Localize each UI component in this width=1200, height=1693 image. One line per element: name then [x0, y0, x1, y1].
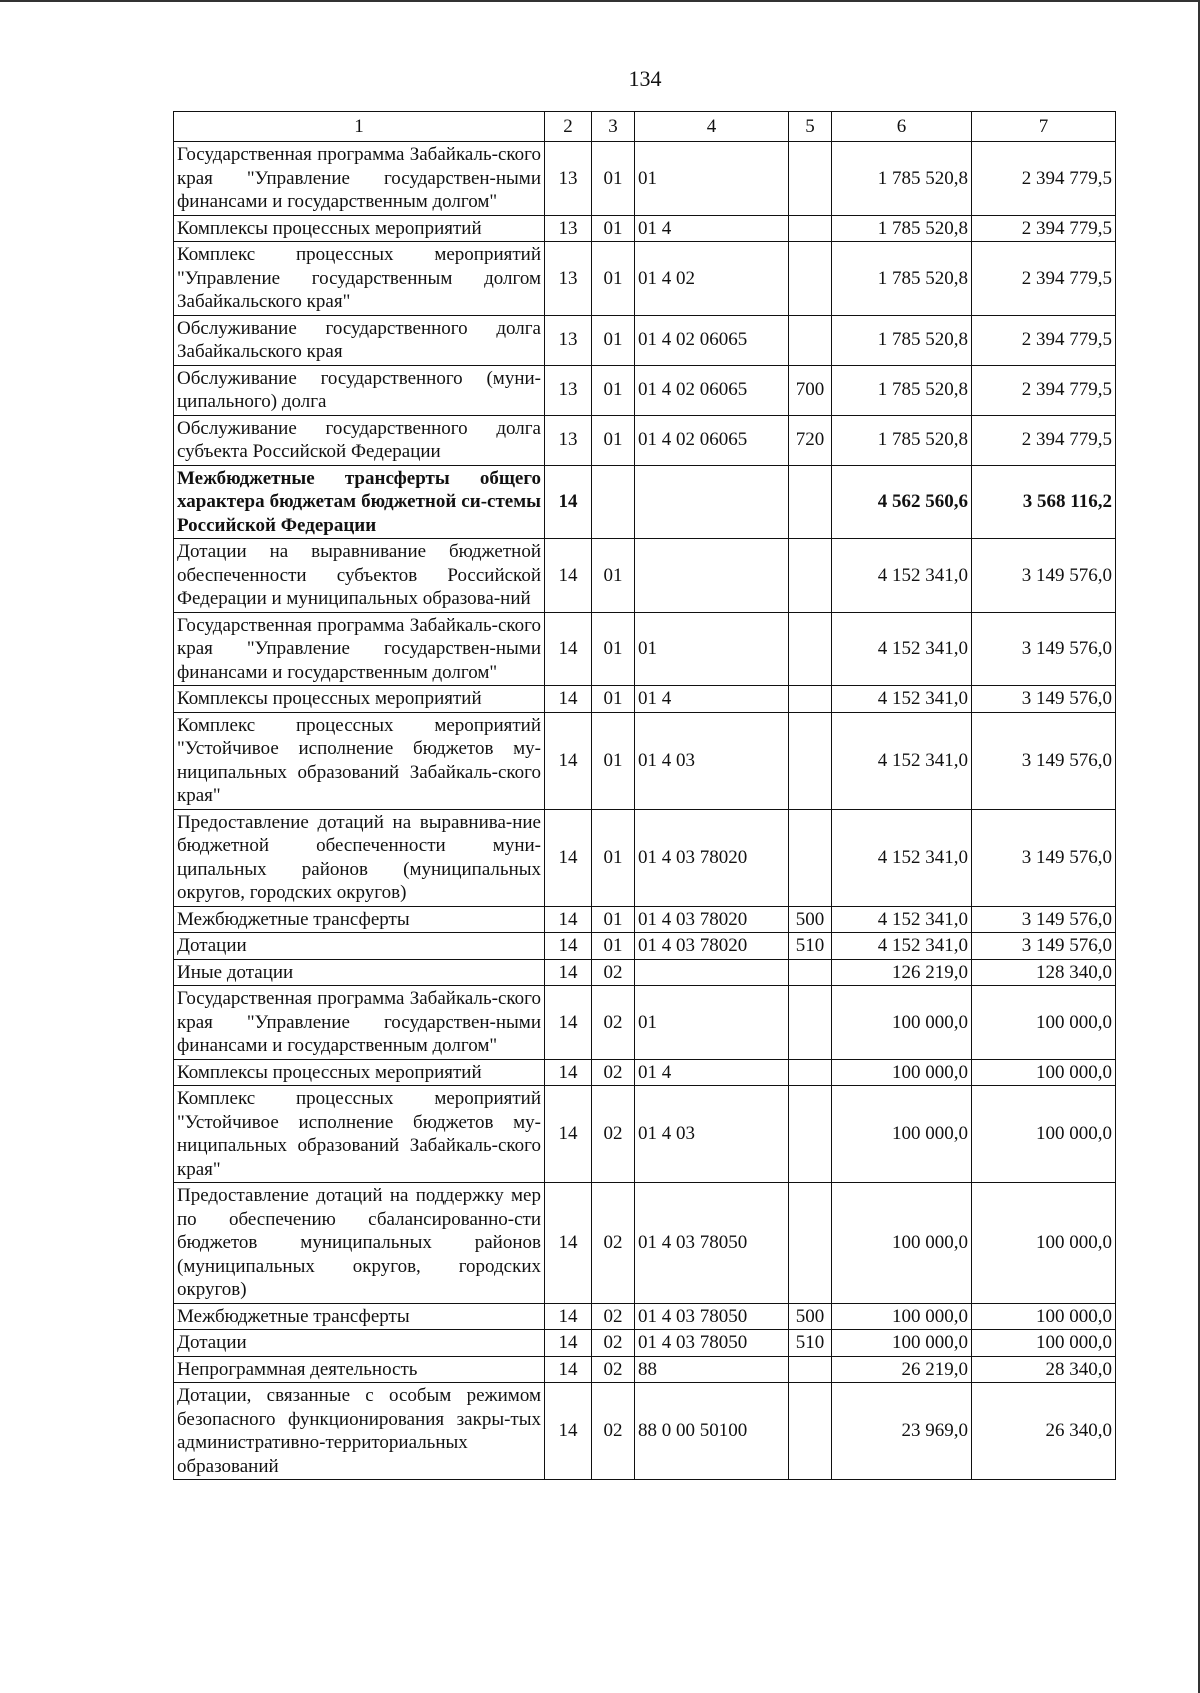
row-name-cell: Обслуживание государственного долга субъекта Российской Федерации — [174, 415, 545, 465]
table-row — [174, 1303, 1116, 1330]
section-cell: 13 — [545, 365, 592, 415]
target-article-cell: 01 4 02 06065 — [635, 415, 789, 465]
row-name-cell: Обслуживание государственного (муни-ципального) долга — [174, 365, 545, 415]
target-article-cell: 01 4 03 78050 — [635, 1183, 789, 1304]
amount-year1-cell: 4 152 341,0 — [832, 712, 972, 809]
amount-year2-cell: 3 149 576,0 — [972, 933, 1116, 960]
section-cell: 14 — [545, 1086, 592, 1183]
section-cell: 13 — [545, 242, 592, 316]
section-cell: 14 — [545, 906, 592, 933]
amount-year2-cell: 100 000,0 — [972, 1303, 1116, 1330]
target-article-cell: 01 4 03 — [635, 1086, 789, 1183]
target-article-cell: 88 — [635, 1356, 789, 1383]
target-article-cell: 01 — [635, 612, 789, 686]
expense-type-cell — [789, 1086, 832, 1183]
row-name-cell: Комплекс процессных мероприятий "Управление государственным долгом Забайкальского края" — [174, 242, 545, 316]
scan-edge-top — [0, 0, 1200, 2]
row-name-cell: Иные дотации — [174, 959, 545, 986]
section-cell: 14 — [545, 686, 592, 713]
amount-year2-cell: 2 394 779,5 — [972, 215, 1116, 242]
amount-year1-cell: 1 785 520,8 — [832, 142, 972, 216]
expense-type-cell — [789, 1183, 832, 1304]
target-article-cell: 88 0 00 50100 — [635, 1383, 789, 1480]
header-cell: 2 — [545, 112, 592, 142]
table-row — [174, 612, 1116, 686]
section-cell: 14 — [545, 1356, 592, 1383]
row-name-cell: Межбюджетные трансферты общего характера бюджетам бюджетной си-стемы Российской Федерации — [174, 465, 545, 539]
row-name-cell: Государственная программа Забайкаль-ского края "Управление государствен-ными финансами и государственным долгом" — [174, 142, 545, 216]
section-cell: 14 — [545, 1383, 592, 1480]
table-row — [174, 1330, 1116, 1357]
target-article-cell: 01 4 03 — [635, 712, 789, 809]
table-row — [174, 315, 1116, 365]
amount-year1-cell: 100 000,0 — [832, 986, 972, 1060]
target-article-cell: 01 4 — [635, 686, 789, 713]
subsection-cell: 01 — [592, 415, 635, 465]
amount-year1-cell: 4 152 341,0 — [832, 539, 972, 613]
subsection-cell: 02 — [592, 959, 635, 986]
subsection-cell: 01 — [592, 315, 635, 365]
amount-year2-cell: 100 000,0 — [972, 1183, 1116, 1304]
amount-year1-cell: 4 152 341,0 — [832, 612, 972, 686]
target-article-cell: 01 — [635, 142, 789, 216]
row-name-cell: Предоставление дотаций на поддержку мер по обеспечению сбалансированно-сти бюджетов муниципальных районов (муниципальных округов, городских округов) — [174, 1183, 545, 1304]
row-name-cell: Дотации на выравнивание бюджетной обеспеченности субъектов Российской Федерации и муниципальных образова-ний — [174, 539, 545, 613]
expense-type-cell — [789, 142, 832, 216]
expense-type-cell — [789, 215, 832, 242]
amount-year2-cell: 100 000,0 — [972, 1086, 1116, 1183]
amount-year2-cell: 3 149 576,0 — [972, 809, 1116, 906]
amount-year2-cell: 28 340,0 — [972, 1356, 1116, 1383]
row-name-cell: Комплекс процессных мероприятий "Устойчивое исполнение бюджетов му-ниципальных образований Забайкаль-ского края" — [174, 1086, 545, 1183]
expense-type-cell — [789, 959, 832, 986]
row-name-cell: Непрограммная деятельность — [174, 1356, 545, 1383]
table-row — [174, 142, 1116, 216]
amount-year1-cell: 4 152 341,0 — [832, 906, 972, 933]
row-name-cell: Дотации, связанные с особым режимом безопасного функционирования закры-тых административно-территориальных образований — [174, 1383, 545, 1480]
section-cell: 13 — [545, 315, 592, 365]
subsection-cell: 02 — [592, 1059, 635, 1086]
table-row — [174, 906, 1116, 933]
table-row — [174, 1183, 1116, 1304]
expense-type-cell — [789, 986, 832, 1060]
amount-year2-cell: 2 394 779,5 — [972, 365, 1116, 415]
section-cell: 14 — [545, 1303, 592, 1330]
target-article-cell: 01 4 03 78020 — [635, 906, 789, 933]
table-row — [174, 712, 1116, 809]
amount-year2-cell: 128 340,0 — [972, 959, 1116, 986]
amount-year1-cell: 100 000,0 — [832, 1330, 972, 1357]
subsection-cell: 01 — [592, 686, 635, 713]
expense-type-cell: 500 — [789, 906, 832, 933]
expense-type-cell: 700 — [789, 365, 832, 415]
amount-year1-cell: 1 785 520,8 — [832, 365, 972, 415]
amount-year2-cell: 2 394 779,5 — [972, 315, 1116, 365]
amount-year1-cell: 4 152 341,0 — [832, 809, 972, 906]
expense-type-cell — [789, 315, 832, 365]
header-cell: 1 — [174, 112, 545, 142]
row-name-cell: Межбюджетные трансферты — [174, 1303, 545, 1330]
table-row — [174, 809, 1116, 906]
table-row — [174, 215, 1116, 242]
expense-type-cell: 500 — [789, 1303, 832, 1330]
subsection-cell: 02 — [592, 1303, 635, 1330]
section-cell: 13 — [545, 215, 592, 242]
target-article-cell: 01 4 02 — [635, 242, 789, 316]
expense-type-cell — [789, 539, 832, 613]
row-name-cell: Комплексы процессных мероприятий — [174, 686, 545, 713]
expense-type-cell — [789, 612, 832, 686]
row-name-cell: Государственная программа Забайкаль-ского края "Управление государствен-ными финансами и государственным долгом" — [174, 612, 545, 686]
section-cell: 14 — [545, 612, 592, 686]
table-row — [174, 1383, 1116, 1480]
subsection-cell: 01 — [592, 215, 635, 242]
subsection-cell: 01 — [592, 809, 635, 906]
section-cell: 14 — [545, 1183, 592, 1304]
header-cell: 3 — [592, 112, 635, 142]
amount-year2-cell: 100 000,0 — [972, 986, 1116, 1060]
target-article-cell: 01 4 03 78050 — [635, 1330, 789, 1357]
target-article-cell: 01 4 03 78020 — [635, 933, 789, 960]
table-row — [174, 1086, 1116, 1183]
amount-year2-cell: 2 394 779,5 — [972, 142, 1116, 216]
table-row — [174, 242, 1116, 316]
amount-year2-cell: 2 394 779,5 — [972, 242, 1116, 316]
amount-year2-cell: 100 000,0 — [972, 1059, 1116, 1086]
subsection-cell: 02 — [592, 1383, 635, 1480]
row-name-cell: Комплекс процессных мероприятий "Устойчивое исполнение бюджетов му-ниципальных образований Забайкаль-ского края" — [174, 712, 545, 809]
amount-year1-cell: 1 785 520,8 — [832, 242, 972, 316]
section-cell: 14 — [545, 1330, 592, 1357]
table-row — [174, 415, 1116, 465]
table-row — [174, 1059, 1116, 1086]
subsection-cell — [592, 465, 635, 539]
row-name-cell: Комплексы процессных мероприятий — [174, 1059, 545, 1086]
target-article-cell: 01 — [635, 986, 789, 1060]
expense-type-cell — [789, 1356, 832, 1383]
target-article-cell: 01 4 — [635, 215, 789, 242]
subsection-cell: 01 — [592, 933, 635, 960]
section-cell: 13 — [545, 142, 592, 216]
budget-table — [173, 111, 1116, 1480]
target-article-cell: 01 4 03 78050 — [635, 1303, 789, 1330]
table-row — [174, 539, 1116, 613]
row-name-cell: Комплексы процессных мероприятий — [174, 215, 545, 242]
amount-year1-cell: 1 785 520,8 — [832, 415, 972, 465]
amount-year1-cell: 100 000,0 — [832, 1086, 972, 1183]
subsection-cell: 01 — [592, 142, 635, 216]
table-row — [174, 365, 1116, 415]
section-cell: 13 — [545, 415, 592, 465]
section-cell: 14 — [545, 1059, 592, 1086]
row-name-cell: Дотации — [174, 933, 545, 960]
table-row — [174, 686, 1116, 713]
table-row — [174, 1356, 1116, 1383]
table-row — [174, 933, 1116, 960]
subsection-cell: 02 — [592, 1330, 635, 1357]
amount-year1-cell: 4 562 560,6 — [832, 465, 972, 539]
section-cell: 14 — [545, 986, 592, 1060]
section-cell: 14 — [545, 933, 592, 960]
table-row — [174, 959, 1116, 986]
amount-year1-cell: 1 785 520,8 — [832, 215, 972, 242]
subsection-cell: 02 — [592, 1086, 635, 1183]
amount-year2-cell: 3 149 576,0 — [972, 612, 1116, 686]
amount-year2-cell: 100 000,0 — [972, 1330, 1116, 1357]
header-row — [174, 112, 1116, 142]
amount-year1-cell: 100 000,0 — [832, 1303, 972, 1330]
amount-year1-cell: 100 000,0 — [832, 1059, 972, 1086]
subsection-cell: 01 — [592, 612, 635, 686]
header-cell: 6 — [832, 112, 972, 142]
table-row — [174, 986, 1116, 1060]
target-article-cell — [635, 959, 789, 986]
amount-year1-cell: 4 152 341,0 — [832, 933, 972, 960]
subsection-cell: 02 — [592, 1356, 635, 1383]
amount-year2-cell: 26 340,0 — [972, 1383, 1116, 1480]
section-cell: 14 — [545, 465, 592, 539]
expense-type-cell — [789, 465, 832, 539]
amount-year1-cell: 4 152 341,0 — [832, 686, 972, 713]
section-cell: 14 — [545, 712, 592, 809]
amount-year2-cell: 3 568 116,2 — [972, 465, 1116, 539]
row-name-cell: Межбюджетные трансферты — [174, 906, 545, 933]
section-cell: 14 — [545, 809, 592, 906]
target-article-cell: 01 4 — [635, 1059, 789, 1086]
expense-type-cell: 510 — [789, 1330, 832, 1357]
row-name-cell: Государственная программа Забайкаль-ского края "Управление государствен-ными финансами и государственным долгом" — [174, 986, 545, 1060]
header-cell: 7 — [972, 112, 1116, 142]
subsection-cell: 01 — [592, 242, 635, 316]
section-cell: 14 — [545, 539, 592, 613]
amount-year2-cell: 3 149 576,0 — [972, 906, 1116, 933]
row-name-cell: Дотации — [174, 1330, 545, 1357]
row-name-cell: Предоставление дотаций на выравнива-ние бюджетной обеспеченности муни-ципальных районов (муниципальных округов, городских округов) — [174, 809, 545, 906]
amount-year1-cell: 100 000,0 — [832, 1183, 972, 1304]
expense-type-cell — [789, 1383, 832, 1480]
expense-type-cell — [789, 1059, 832, 1086]
subsection-cell: 01 — [592, 712, 635, 809]
expense-type-cell — [789, 686, 832, 713]
subsection-cell: 01 — [592, 365, 635, 415]
target-article-cell: 01 4 02 06065 — [635, 365, 789, 415]
target-article-cell — [635, 539, 789, 613]
expense-type-cell — [789, 242, 832, 316]
row-name-cell: Обслуживание государственного долга Забайкальского края — [174, 315, 545, 365]
target-article-cell: 01 4 02 06065 — [635, 315, 789, 365]
amount-year1-cell: 23 969,0 — [832, 1383, 972, 1480]
table-body — [174, 142, 1116, 1480]
expense-type-cell: 510 — [789, 933, 832, 960]
amount-year2-cell: 2 394 779,5 — [972, 415, 1116, 465]
expense-type-cell: 720 — [789, 415, 832, 465]
subsection-cell: 01 — [592, 906, 635, 933]
target-article-cell — [635, 465, 789, 539]
expense-type-cell — [789, 809, 832, 906]
amount-year1-cell: 26 219,0 — [832, 1356, 972, 1383]
amount-year1-cell: 126 219,0 — [832, 959, 972, 986]
section-cell: 14 — [545, 959, 592, 986]
amount-year2-cell: 3 149 576,0 — [972, 712, 1116, 809]
amount-year2-cell: 3 149 576,0 — [972, 686, 1116, 713]
amount-year1-cell: 1 785 520,8 — [832, 315, 972, 365]
subsection-cell: 02 — [592, 1183, 635, 1304]
subsection-cell: 02 — [592, 986, 635, 1060]
header-cell: 5 — [789, 112, 832, 142]
header-cell: 4 — [635, 112, 789, 142]
target-article-cell: 01 4 03 78020 — [635, 809, 789, 906]
amount-year2-cell: 3 149 576,0 — [972, 539, 1116, 613]
subsection-cell: 01 — [592, 539, 635, 613]
page-number: 134 — [628, 66, 662, 91]
table-row — [174, 465, 1116, 539]
expense-type-cell — [789, 712, 832, 809]
